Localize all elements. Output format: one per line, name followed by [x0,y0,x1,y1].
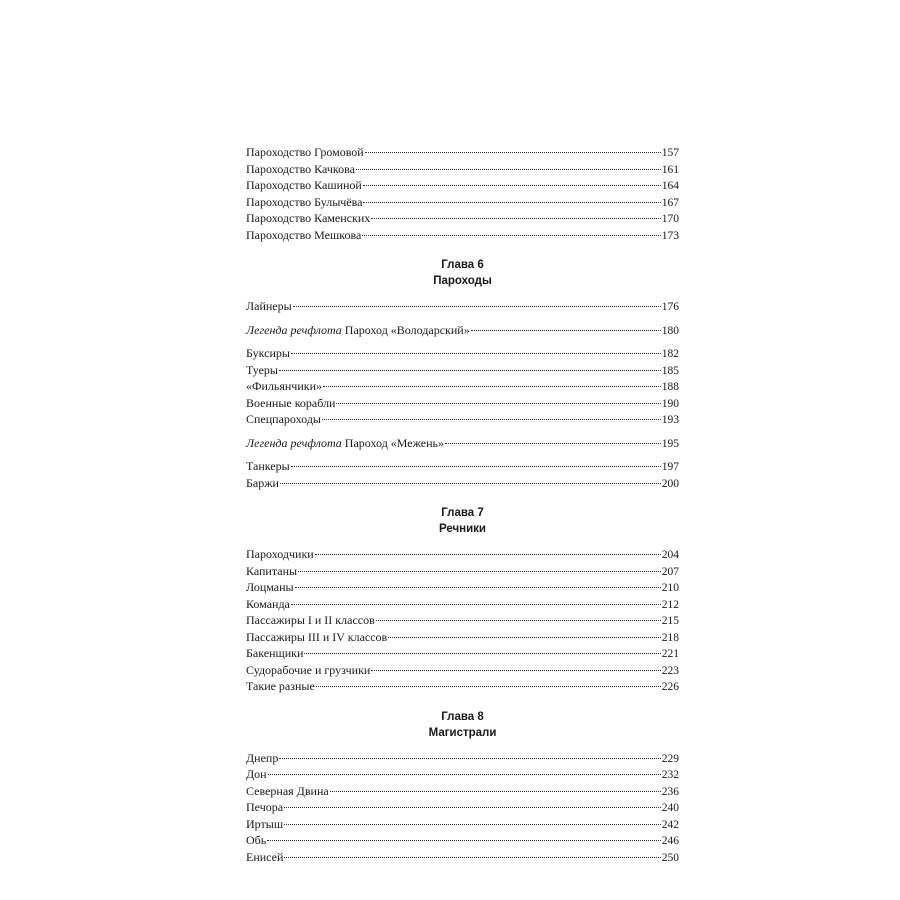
chapter-number: Глава 6 [441,259,484,271]
toc-page-number: 229 [661,752,679,765]
toc-entry [246,210,679,227]
leader-dots [268,773,661,775]
toc-entry-title: Пароходство Булычёва [246,194,363,209]
toc-entry-title: Команда [246,596,290,611]
leader-dots [291,465,661,467]
leader-dots [356,168,661,170]
toc-entry [246,799,679,816]
toc-entry [246,832,679,849]
toc-page-number: 215 [661,615,679,627]
toc-entry [246,766,679,783]
toc-page-number: 232 [661,769,679,781]
toc-entry [246,395,679,412]
toc-entry-title: Военные корабли [246,395,336,410]
leader-dots [388,636,661,638]
toc-entry-title: Дон [246,767,267,781]
leader-dots [365,151,661,153]
leader-dots [291,352,661,354]
toc-page-number: 204 [661,549,679,561]
toc-page-number: 250 [661,851,679,864]
toc-page-number: 173 [661,229,679,242]
leader-dots [471,329,661,331]
leader-dots [322,418,661,420]
toc-entry-title: Пассажиры III и IV классов [246,629,388,644]
toc-entry-title: Такие разные [246,679,315,693]
toc-entry [246,177,679,194]
toc-entry [246,816,679,833]
toc-page-number: 176 [661,301,679,313]
toc-entry [246,161,679,178]
leader-dots [284,856,660,858]
toc-entry [246,298,679,315]
toc-entry-title: Иртыш [246,816,284,831]
toc-page-number: 242 [661,818,679,831]
chapter-number: Глава 7 [441,507,484,519]
leader-dots [291,603,661,605]
toc-entry [246,563,679,580]
toc-page-number: 226 [661,681,679,693]
toc-entry [246,362,679,379]
toc-entry-title: Баржи [246,475,279,490]
toc-entry [246,783,679,800]
toc-page-number: 170 [661,213,679,225]
leader-dots [304,652,660,654]
toc-entry [246,194,679,211]
leader-dots [336,402,660,404]
toc-entry-title: Пароходство Качкова [246,161,355,176]
toc-entry-title: Пароходство Кашиной [246,178,362,192]
leader-dots [330,790,661,792]
leader-dots [284,823,661,825]
toc-page-number: 167 [661,196,679,209]
leader-dots [279,369,661,371]
toc-entry-title: Судорабочие и грузчики [246,662,371,677]
toc-entry-title: Пароходство Каменских [246,211,371,225]
leader-dots [279,757,660,759]
toc-entry-title: Пароходчики [246,547,314,561]
toc-entry-title: Спецпароходы [246,412,321,426]
toc-entry [246,458,679,475]
toc-page-number: 223 [661,664,679,677]
toc-page-number: 180 [661,324,679,337]
leader-dots [376,619,661,621]
chapter-title: Пароходы [433,275,492,287]
leader-dots [298,570,661,572]
leader-dots [295,586,661,588]
toc-entry-title: Енисей [246,849,284,864]
toc-entry [246,750,679,767]
toc-entry [246,596,679,613]
toc-entry-title: Обь [246,833,267,847]
legend-prefix: Легенда речфлота [246,322,342,337]
leader-dots [363,201,660,203]
toc-entry [246,227,679,244]
leader-dots [445,442,661,444]
toc-entry [246,849,679,866]
leader-dots [280,482,661,484]
toc-entry [246,345,679,362]
toc-entry [246,678,679,695]
toc-entry [246,612,679,629]
toc-entry-title: Днепр [246,750,279,765]
toc-page-number: 200 [661,477,679,490]
table-of-contents [246,144,679,865]
toc-page-number: 182 [661,348,679,360]
toc-entry-title: Лоцманы [246,580,294,594]
toc-page-number: 210 [661,582,679,594]
leader-dots [363,184,661,186]
toc-entry-title: «Фильянчики» [246,379,323,393]
toc-section-1 [246,144,679,243]
leader-dots [284,806,661,808]
toc-legend-entry [246,322,679,339]
toc-entry-title: Лайнеры [246,299,292,313]
leader-dots [316,685,661,687]
toc-page-number: 157 [661,147,679,159]
toc-entry-title: Танкеры [246,459,290,473]
toc-entry [246,662,679,679]
legend-prefix: Легенда речфлота [246,435,342,450]
toc-entry [246,144,679,161]
leader-dots [371,217,661,219]
toc-entry-title: Пассажиры I и II классов [246,613,375,627]
toc-entry-title: Туеры [246,362,278,377]
toc-entry-title: Буксиры [246,346,290,360]
toc-entry [246,475,679,492]
leader-dots [371,669,660,671]
toc-entry [246,629,679,646]
toc-page-number: 236 [661,785,679,798]
toc-page-number: 246 [661,835,679,847]
toc-page-number: 197 [661,461,679,473]
toc-entry [246,546,679,563]
toc-entry-title: Пароходство Громовой [246,145,364,159]
toc-page-number: 161 [661,163,679,176]
toc-page-number: 207 [661,565,679,578]
toc-page-number: 190 [661,397,679,410]
leader-dots [293,305,661,307]
toc-entry [246,378,679,395]
leader-dots [362,234,660,236]
chapter-title: Магистрали [428,726,497,739]
toc-entry-title: Пароходство Мешкова [246,227,362,242]
toc-entry-title: Капитаны [246,563,298,578]
toc-page-number: 195 [661,437,679,450]
toc-page-number: 212 [661,598,679,611]
chapter-title: Речники [438,523,486,535]
toc-page-number: 240 [661,802,679,814]
toc-legend-entry [246,435,679,452]
chapter-number: Глава 8 [441,710,484,723]
toc-entry-title: Бакенщики [246,646,304,660]
toc-entry-title [246,435,444,452]
toc-entry-title [246,322,470,339]
toc-entry-title: Печора [246,800,284,814]
toc-page-number: 185 [661,364,679,377]
toc-entry-title: Северная Двина [246,783,329,798]
toc-entry [246,411,679,428]
toc-entry [246,579,679,596]
toc-page-number: 221 [661,648,679,660]
legend-title: Пароход «Володарский» [344,322,470,337]
leader-dots [323,385,661,387]
leader-dots [267,839,661,841]
legend-title: Пароход «Межень» [344,435,444,450]
leader-dots [315,553,661,555]
toc-page-number: 193 [661,414,679,426]
toc-page-number: 164 [661,180,679,192]
toc-page-number: 218 [661,631,679,644]
toc-page-number: 188 [661,381,679,393]
toc-entry [246,645,679,662]
